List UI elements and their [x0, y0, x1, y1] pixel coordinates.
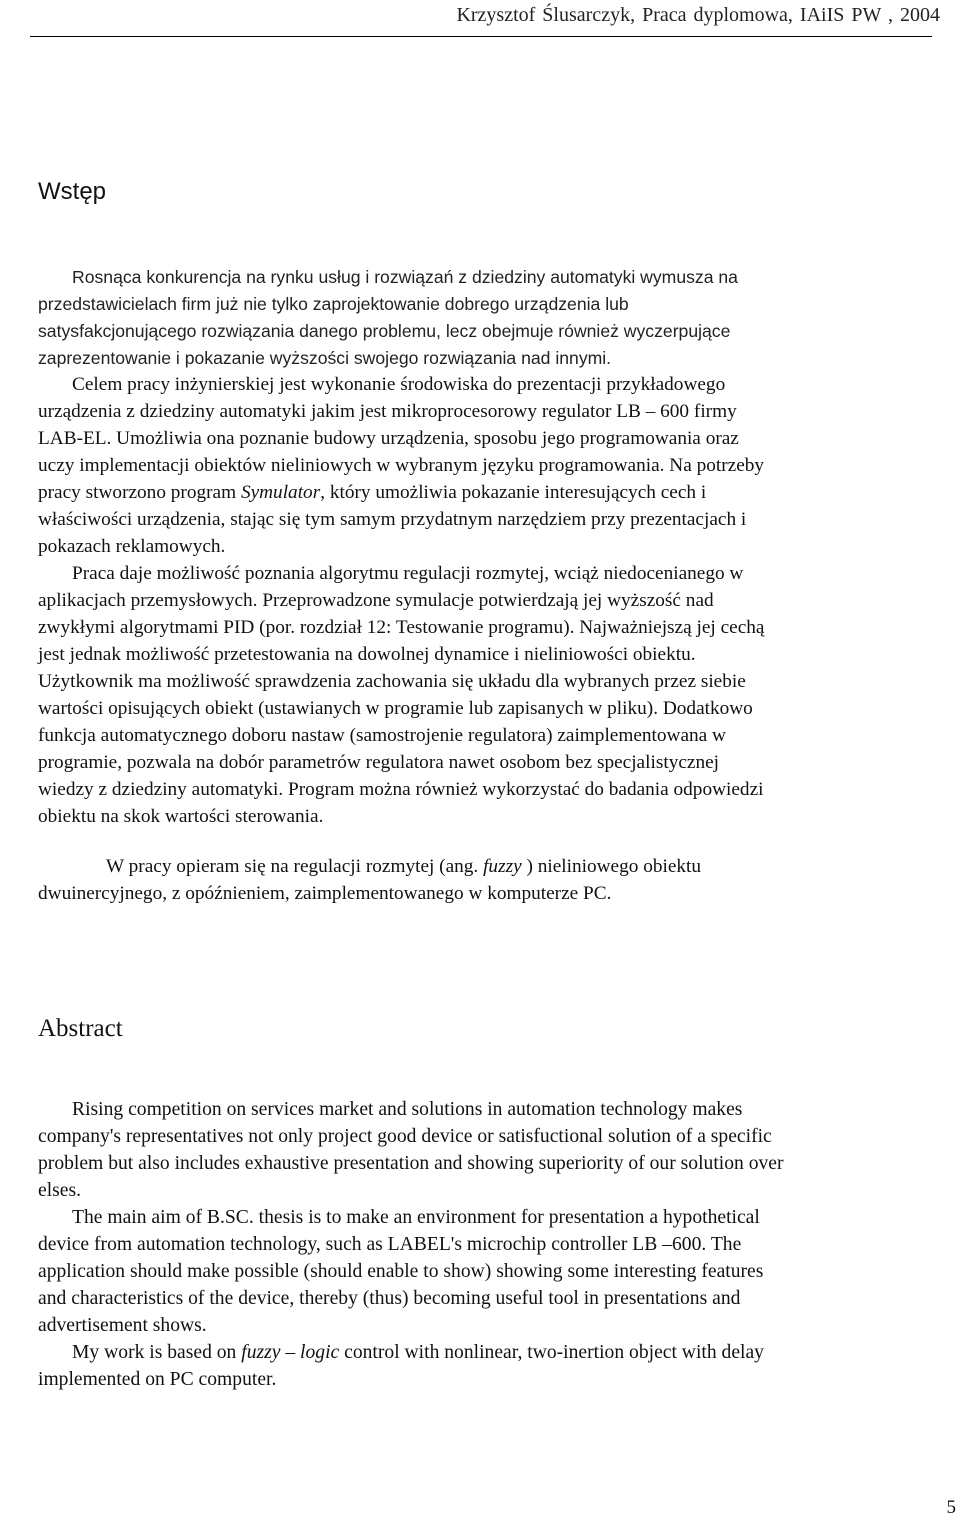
abstract-text-line: problem but also includes exhaustive presentation and showing superiority of our solution over: [38, 1153, 784, 1174]
running-header: Krzysztof Ślusarczyk, Praca dyplomowa, IAiIS PW , 2004: [456, 4, 940, 26]
abstract-text-line: elses.: [38, 1180, 81, 1201]
intro-text-line: Użytkownik ma możliwość sprawdzenia zachowania się układu dla wybranych przez siebie: [38, 671, 746, 692]
abstract-text-line: implemented on PC computer.: [38, 1369, 277, 1390]
intro-text-line: właściwości urządzenia, stając się tym samym przydatnym narzędziem przy prezentacjach i: [38, 509, 747, 530]
abstract-text-line: advertisement shows.: [38, 1315, 207, 1336]
intro-text-line: funkcja automatycznego doboru nastaw (samostrojenie regulatora) zaimplementowana w: [38, 725, 726, 746]
intro-text-line: W pracy opieram się na regulacji rozmytej (ang. fuzzy ) nieliniowego obiektu: [106, 856, 702, 877]
header-rule: [30, 36, 932, 37]
intro-text-line: urządzenia z dziedziny automatyki jakim jest mikroprocesorowy regulator LB – 600 firmy: [38, 401, 737, 422]
intro-text-line: wiedzy z dziedziny automatyki. Program można również wykorzystać do badania odpowiedzi: [38, 779, 764, 800]
intro-text-line: satysfakcjonującego rozwiązania danego problemu, lecz obejmuje również wyczerpujące: [38, 321, 731, 341]
abstract-text-line: Rising competition on services market and solutions in automation technology makes: [72, 1099, 743, 1120]
abstract-text-line: My work is based on fuzzy – logic control with nonlinear, two-inertion object with delay: [72, 1342, 764, 1363]
intro-text-line: dwuinercyjnego, z opóźnieniem, zaimplementowanego w komputerze PC.: [38, 883, 612, 904]
abstract-text-line: and characteristics of the device, thereby (thus) becoming useful tool in presentations and: [38, 1288, 741, 1309]
abstract-text-line: The main aim of B.SC. thesis is to make an environment for presentation a hypothetical: [72, 1207, 760, 1228]
intro-text-line: Praca daje możliwość poznania algorytmu regulacji rozmytej, wciąż niedocenianego w: [72, 563, 744, 584]
intro-text-line: pracy stworzono program Symulator, który umożliwia pokazanie interesujących cech i: [38, 482, 707, 503]
emphasized-term: Symulator: [240, 482, 321, 503]
intro-text-line: wartości opisujących obiekt (ustawianych w programie lub zapisanych w pliku). Dodatkowo: [38, 698, 753, 719]
intro-text-line: przedstawicielach firm już nie tylko zaprojektowanie dobrego urządzenia lub: [38, 294, 629, 314]
intro-text-line: zwykłymi algorytmami PID (por. rozdział 12: Testowanie programu). Najważniejszą jej cechą: [38, 617, 765, 638]
intro-text-line: obiektu na skok wartości sterowania.: [38, 806, 324, 827]
intro-text-line: jest jednak możliwość przetestowania na dowolnej dynamice i nieliniowości obiektu.: [38, 644, 696, 665]
intro-text-line: Celem pracy inżynierskiej jest wykonanie środowiska do prezentacji przykładowego: [72, 374, 726, 395]
abstract-text-line: device from automation technology, such as LABEL's microchip controller LB –600. The: [38, 1234, 742, 1255]
intro-text-line: LAB-EL. Umożliwia ona poznanie budowy urządzenia, sposobu jego programowania oraz: [38, 428, 739, 449]
intro-text-line: programie, pozwala na dobór parametrów regulatora nawet osobom bez specjalistycznej: [38, 752, 720, 773]
section-heading-wstep: Wstęp: [38, 178, 107, 205]
intro-text-line: Rosnąca konkurencja na rynku usług i rozwiązań z dziedziny automatyki wymusza na: [72, 267, 738, 287]
section-heading-abstract: Abstract: [38, 1015, 123, 1042]
intro-text-line: zaprezentowanie i pokazanie wyższości swojego rozwiązania nad innymi.: [38, 348, 612, 368]
intro-text-line: pokazach reklamowych.: [38, 536, 226, 557]
abstract-text-line: application should make possible (should enable to show) showing some interesting features: [38, 1261, 764, 1282]
page-number: 5: [946, 1497, 956, 1518]
intro-text-line: aplikacjach przemysłowych. Przeprowadzone symulacje potwierdzają jej wyższość nad: [38, 590, 714, 611]
abstract-text-line: company's representatives not only project good device or satisfuctional solution of a specific: [38, 1126, 772, 1147]
intro-text-line: uczy implementacji obiektów nieliniowych w wybranym języku programowania. Na potrzeby: [38, 455, 765, 476]
emphasized-term: fuzzy – logic: [241, 1342, 340, 1363]
emphasized-term: fuzzy: [483, 856, 522, 877]
